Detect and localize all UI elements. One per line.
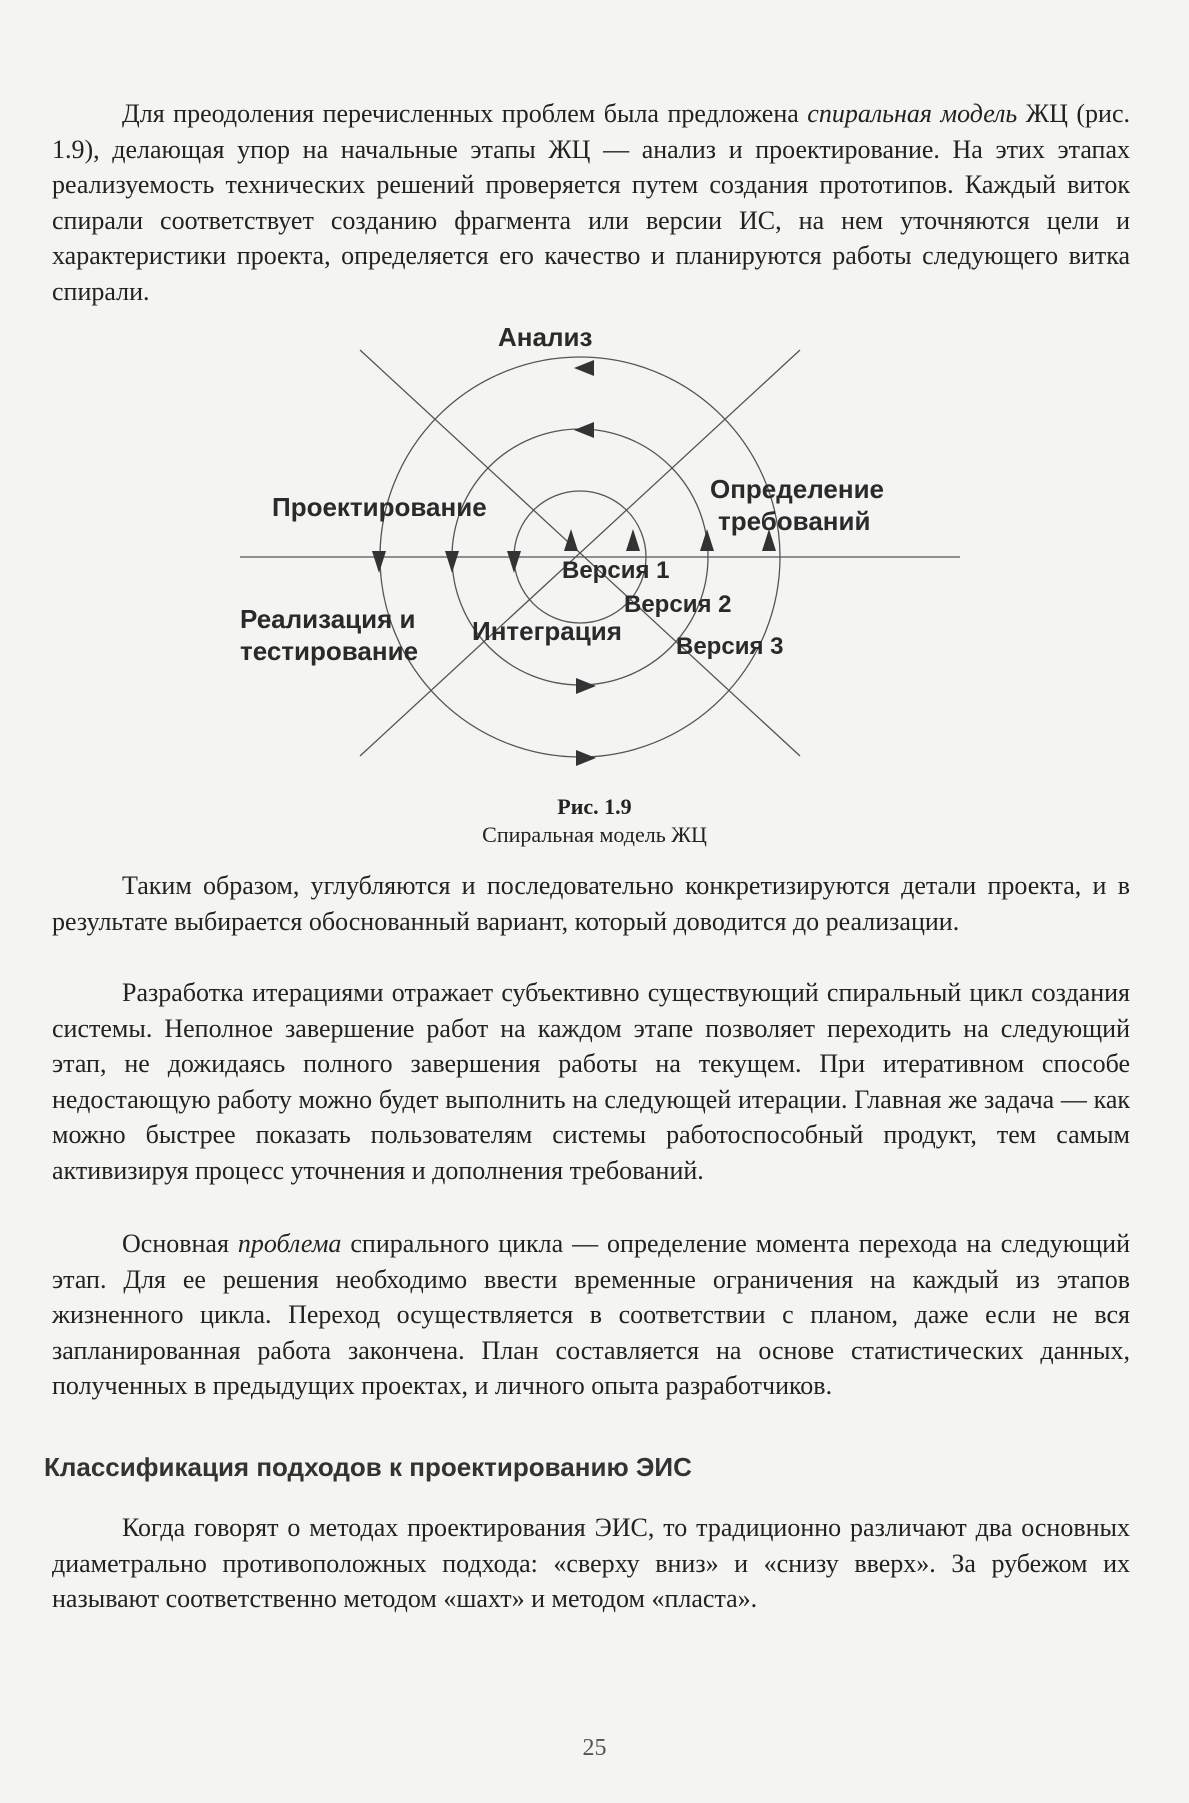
paragraph-refinement: Таким образом, углубляются и последовательно конкретизируются детали проекта, и в результате выбирается обоснованный вариант, который доводится до реализации. [52,871,1130,936]
figure-caption-number: Рис. 1.9 [557,794,632,819]
label-implementation-1: Реализация и [240,604,416,634]
label-implementation-2: тестирование [240,636,419,666]
p4-text-before: Основная [122,1229,238,1258]
arrow-bottom-middle [576,678,596,694]
paragraph-problem [52,1226,1130,1404]
p4-text-after: спирального цикла — определение момента перехода на следующий этап. Для ее решения необходимо ввести временные ограничения на каждый из этапов жизненного цикла. Переход осуществляется в соответствии с планом, даже если не вся запланированная работа закончена. План составляется на основе статистических данных, полученных в предыдущих проектах, и личного опыта разработчиков. [52,1229,1130,1400]
p1-text-before: Для преодоления перечисленных проблем была предложена [122,99,808,128]
arrow-left-middle [445,551,459,573]
label-integration: Интеграция [472,616,622,646]
spiral-model-figure [240,326,1000,786]
label-version-1: Версия 1 [562,557,670,584]
p1-text-after: ЖЦ (рис. 1.9), делающая упор на начальные этапы ЖЦ — анализ и проектирование. На этих этапах реализуемость технических решений проверяется путем создания прототипов. Каждый виток спирали соответствует созданию фрагмента или версии ИС, на нем уточняются цели и характеристики проекта, определяется его качество и планируются работы следующего витка спирали. [52,99,1130,306]
paragraph-approaches: Когда говорят о методах проектирования ЭИС, то традиционно различают два основных диаметрально противоположных подхода: «сверху вниз» и «снизу вверх». За рубежом их называют соответственно методом «шахт» и методом «пласта». [52,1513,1130,1613]
arrow-right-outer [700,529,714,551]
arrow-top-outer [574,360,594,376]
paragraph-spiral-intro [52,96,1130,309]
arrow-left-outer [372,551,386,573]
paragraph-iterations: Разработка итерациями отражает субъективно существующий спиральный цикл создания системы. Неполное завершение работ на каждом этапе позволяет переходить на следующий этап, не дожидаясь полного завершения работы на текущем. При итеративном способе недостающую работу можно будет выполнить на следующей итерации. Главная же задача — как можно быстрее показать пользователям системы работоспособный продукт, тем самым активизируя процесс уточнения и дополнения требований. [52,978,1130,1185]
label-analysis: Анализ [498,326,593,352]
arrow-right-middle [626,529,640,551]
p4-emphasis: проблема [237,1229,342,1258]
arrow-top-middle [574,422,594,438]
label-requirements-2: требований [718,506,871,536]
label-requirements-1: Определение [710,474,885,504]
label-design: Проектирование [272,492,487,522]
page-number: 25 [582,1735,607,1761]
figure-caption-title: Спиральная модель ЖЦ [482,822,707,847]
arrow-bottom-outer [576,750,596,766]
section-heading: Классификация подходов к проектированию ЭИС [44,1452,692,1482]
arrow-left-inner [507,551,521,573]
p1-emphasis: спиральная модель [807,99,1018,128]
label-version-3: Версия 3 [676,633,784,660]
label-version-2: Версия 2 [624,591,732,618]
